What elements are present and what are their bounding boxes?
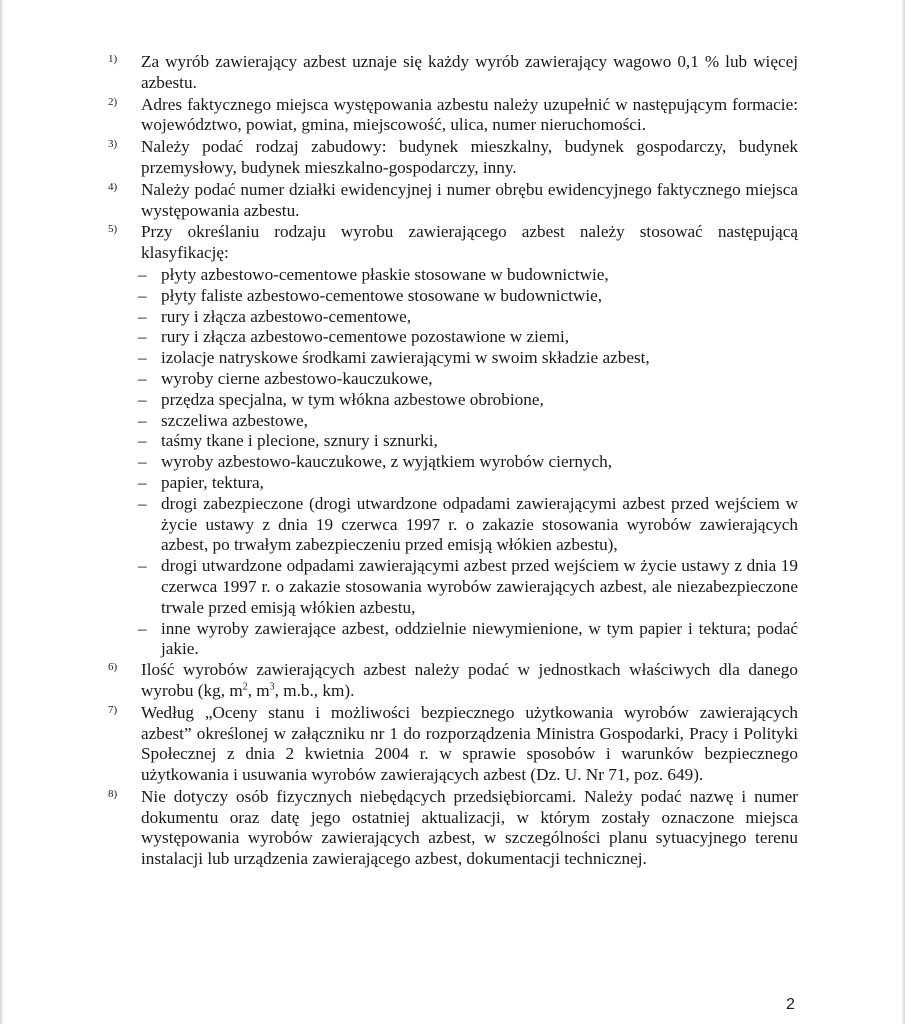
dash-bullet: – bbox=[138, 389, 147, 409]
page-edge-left bbox=[0, 0, 3, 1024]
dash-bullet: – bbox=[138, 285, 147, 305]
list-item bbox=[108, 494, 798, 556]
dash-bullet: – bbox=[138, 431, 147, 451]
list-item-text: drogi utwardzone odpadami zawierającymi azbest przed wejściem w życie ustawy z dnia 19 czerwca 1997 r. o zakazie stosowania wyrobów zawierających azbest, ale niezabezpieczone trwale przed emisją włókien azbestu, bbox=[161, 556, 798, 617]
list-item bbox=[108, 619, 798, 661]
footnote-3 bbox=[108, 137, 798, 179]
list-item bbox=[108, 286, 798, 307]
page-number: 2 bbox=[786, 996, 795, 1013]
footnote-number: 3) bbox=[108, 138, 118, 151]
list-item bbox=[108, 452, 798, 473]
dash-bullet: – bbox=[138, 493, 147, 513]
list-item-text: wyroby azbestowo-kauczukowe, z wyjątkiem wyrobów ciernych, bbox=[161, 452, 613, 472]
list-item-text: płyty azbestowo-cementowe płaskie stosowane w budownictwie, bbox=[161, 264, 609, 284]
list-item bbox=[108, 348, 798, 369]
footnote-text bbox=[141, 660, 798, 702]
footnote-4 bbox=[108, 180, 798, 222]
list-item-text: rury i złącza azbestowo-cementowe pozostawione w ziemi, bbox=[161, 327, 570, 347]
footnote-number: 4) bbox=[108, 180, 118, 193]
dash-bullet: – bbox=[138, 306, 147, 326]
dash-bullet: – bbox=[138, 348, 147, 368]
list-item bbox=[108, 411, 798, 432]
list-item-text: przędza specjalna, w tym włókna azbestowe obrobione, bbox=[161, 389, 544, 409]
list-item bbox=[108, 307, 798, 328]
footnote-text-part: , m.b., km). bbox=[274, 680, 355, 700]
footnote-number: 1) bbox=[108, 53, 118, 65]
list-item-text: papier, tektura, bbox=[161, 472, 264, 492]
list-item bbox=[108, 473, 798, 494]
dash-bullet: – bbox=[138, 472, 147, 492]
list-item bbox=[108, 556, 798, 618]
footnote-text: Nie dotyczy osób fizycznych niebędących przedsiębiorcami. Należy podać nazwę i numer dokumentu oraz datę jego ostatniej aktualizacji, w którym zostały oznaczone miejsca występowania wyrobów zawierających azbest, w szczególności planu sytuacyjnego terenu instalacji lub urządzenia zawierającego azbest, dokumentacji technicznej. bbox=[141, 786, 798, 869]
dash-bullet: – bbox=[138, 452, 147, 472]
footnote-text: Za wyrób zawierający azbest uznaje się każdy wyrób zawierający wagowo 0,1 % lub więcej azbestu. bbox=[141, 52, 798, 92]
list-item-text: rury i złącza azbestowo-cementowe, bbox=[161, 306, 412, 326]
footnote-5 bbox=[108, 222, 798, 264]
footnote-text: Według „Oceny stanu i możliwości bezpiecznego użytkowania wyrobów zawierających azbest” określonej w załączniku nr 1 do rozporządzenia Ministra Gospodarki, Pracy i Polityki Społecznej z dnia 2 kwietnia 2004 r. w sprawie sposobów i warunków bezpiecznego użytkowania i usuwania wyrobów zawierających azbest (Dz. U. Nr 71, poz. 649). bbox=[141, 702, 798, 785]
list-item-text: płyty faliste azbestowo-cementowe stosowane w budownictwie, bbox=[161, 285, 603, 305]
dash-bullet: – bbox=[138, 264, 147, 284]
dash-bullet: – bbox=[138, 556, 147, 576]
list-item bbox=[108, 327, 798, 348]
list-item-text: wyroby cierne azbestowo-kauczukowe, bbox=[161, 368, 433, 388]
footnote-text: Adres faktycznego miejsca występowania azbestu należy uzupełnić w następującym formacie: województwo, powiat, gmina, miejscowość, ulica, numer nieruchomości. bbox=[141, 94, 798, 135]
footnote-1 bbox=[108, 52, 798, 94]
classification-list bbox=[108, 265, 798, 660]
document-page bbox=[108, 52, 798, 871]
list-item-text: izolacje natryskowe środkami zawierającymi w swoim składzie azbest, bbox=[161, 348, 650, 368]
footnote-text: Należy podać numer działki ewidencyjnej i numer obrębu ewidencyjnego faktycznego miejsca występowania azbestu. bbox=[141, 179, 798, 220]
footnote-text: Należy podać rodzaj zabudowy: budynek mieszkalny, budynek gospodarczy, budynek przemysłowy, budynek mieszkalno-gospodarczy, inny. bbox=[141, 137, 798, 177]
superscript-3: 3 bbox=[269, 681, 275, 693]
footnote-number: 6) bbox=[108, 661, 118, 674]
dash-bullet: – bbox=[138, 618, 147, 638]
superscript-2: 2 bbox=[242, 681, 248, 693]
footnote-7 bbox=[108, 703, 798, 786]
footnote-text: Przy określaniu rodzaju wyrobu zawierającego azbest należy stosować następującą klasyfikację: bbox=[141, 222, 798, 263]
footnote-number: 7) bbox=[108, 703, 118, 716]
list-item-text: inne wyroby zawierające azbest, oddzielnie niewymienione, w tym papier i tektura; podać jakie. bbox=[161, 618, 798, 659]
dash-bullet: – bbox=[138, 410, 147, 430]
footnote-8 bbox=[108, 787, 798, 870]
list-item-text: szczeliwa azbestowe, bbox=[161, 410, 308, 430]
list-item-text: taśmy tkane i plecione, sznury i sznurki, bbox=[161, 431, 438, 451]
list-item bbox=[108, 369, 798, 390]
footnote-number: 2) bbox=[108, 95, 118, 108]
list-item bbox=[108, 390, 798, 411]
footnote-text-part: Ilość wyrobów zawierających azbest należy podać w jednostkach właściwych dla danego wyrobu (kg, m bbox=[141, 660, 798, 700]
footnote-6 bbox=[108, 660, 798, 702]
list-item bbox=[108, 265, 798, 286]
footnote-2 bbox=[108, 95, 798, 137]
dash-bullet: – bbox=[138, 327, 147, 347]
list-item-text: drogi zabezpieczone (drogi utwardzone odpadami zawierającymi azbest przed wejściem w życie ustawy z dnia 19 czerwca 1997 r. o zakazie stosowania wyrobów zawierających azbest, po trwałym zabezpieczeniu przed emisją włókien azbestu), bbox=[161, 493, 798, 555]
footnote-number: 8) bbox=[108, 787, 118, 800]
footnote-number: 5) bbox=[108, 223, 118, 236]
dash-bullet: – bbox=[138, 368, 147, 388]
footnote-text-part: , m bbox=[247, 680, 270, 700]
list-item bbox=[108, 431, 798, 452]
